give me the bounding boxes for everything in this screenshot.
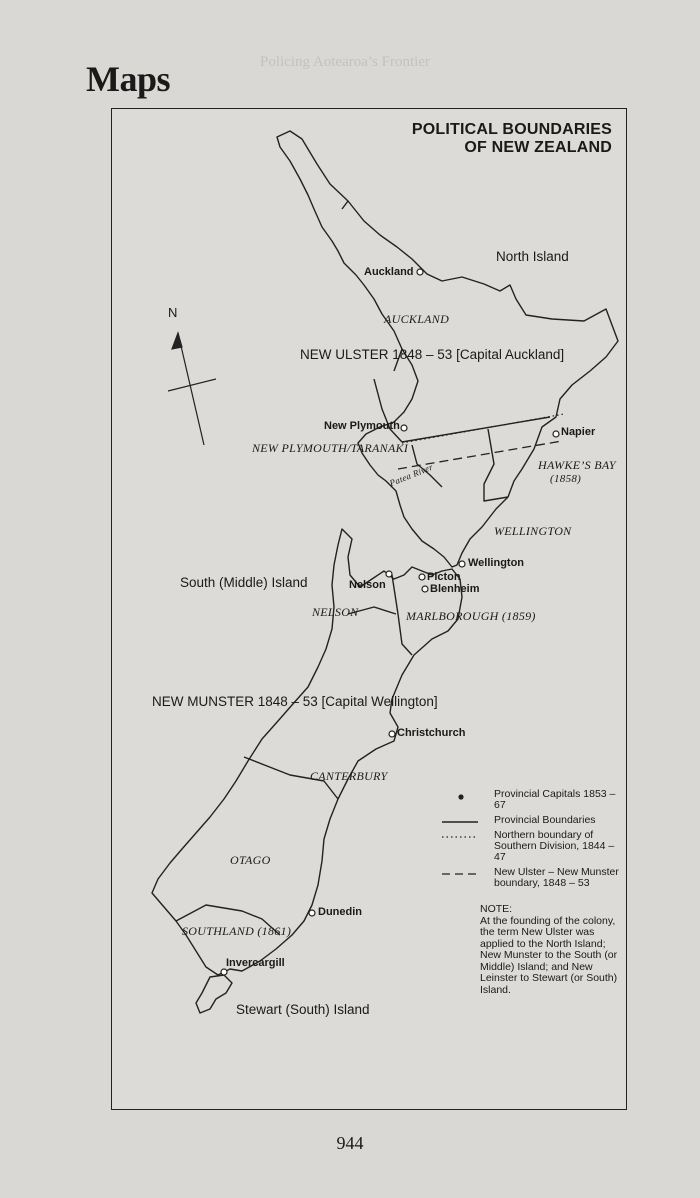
legend-text: Provincial Boundaries <box>494 814 596 826</box>
page-heading: Maps <box>86 59 171 99</box>
legend-text: Southern Division, 1844 – 47 <box>494 840 615 863</box>
southern-division-boundary <box>402 414 564 443</box>
note-line: Leinster to Stewart (or South) <box>480 972 618 984</box>
marker-auckland <box>417 269 423 275</box>
dotted-line-icon <box>438 835 484 843</box>
note-line: applied to the North Island; <box>480 937 606 950</box>
legend-text: Northern boundary of <box>494 829 594 841</box>
page-number: 944 <box>336 1133 364 1153</box>
legend-text: New Ulster – New Munster <box>494 866 619 878</box>
label-taranaki-province: NEW PLYMOUTH/TARANAKI <box>252 441 409 455</box>
note-line: New Munster to the South (or <box>480 949 618 961</box>
label-south-island: South (Middle) Island <box>180 575 308 590</box>
note-line: At the founding of the colony, <box>480 914 616 927</box>
map-frame <box>111 108 627 1110</box>
label-southland-province: SOUTHLAND (1861) <box>182 924 292 938</box>
north-arrow-icon <box>168 333 216 445</box>
map-legend <box>438 789 626 893</box>
label-stewart-island: Stewart (South) Island <box>236 1002 370 1017</box>
marker-picton <box>419 574 425 580</box>
dashed-line-icon <box>438 872 484 880</box>
marker-christchurch <box>389 731 395 737</box>
label-nelson-province: NELSON <box>312 605 359 619</box>
label-new-plymouth: New Plymouth <box>324 420 400 432</box>
map-note <box>480 904 620 996</box>
marker-blenheim <box>422 586 428 592</box>
legend-item-ulster <box>438 867 626 889</box>
label-napier: Napier <box>561 426 596 438</box>
bleed-through-heading: Policing Aotearoa’s Frontier <box>260 54 430 70</box>
label-christchurch: Christchurch <box>397 727 466 739</box>
note-line: the term New Ulster was <box>480 926 595 938</box>
north-arrow-label: N <box>168 305 178 320</box>
label-hawkes-bay-province: HAWKE’S BAY <box>538 458 616 472</box>
coast-detail <box>342 201 402 371</box>
boundary-auckland-hawkes <box>402 417 550 442</box>
label-invercargill: Invercargill <box>226 957 285 969</box>
map-title-line1: POLITICAL BOUNDARIES <box>411 121 612 138</box>
label-picton: Picton <box>427 571 461 583</box>
legend-item-southern <box>438 830 626 863</box>
boundary-auckland-taranaki <box>374 379 402 442</box>
legend-item-boundary <box>438 815 626 826</box>
map-title <box>412 121 612 157</box>
label-nelson: Nelson <box>349 579 386 591</box>
marker-napier <box>553 431 559 437</box>
label-patea-river: Patea River <box>388 461 435 489</box>
map-title-line2: OF NEW ZEALAND <box>464 139 612 156</box>
marker-wellington <box>459 561 465 567</box>
label-marlborough-province: MARLBOROUGH (1859) <box>406 609 536 623</box>
boundary-hawkes-wellington <box>484 429 508 501</box>
marker-dunedin <box>309 910 315 916</box>
note-line: Middle) Island; and New <box>480 960 593 973</box>
label-otago-province: OTAGO <box>230 853 271 867</box>
stewart-island-coast <box>196 975 232 1013</box>
label-canterbury-province: CANTERBURY <box>310 769 388 783</box>
note-line: Island. <box>480 983 511 996</box>
south-island-coast <box>152 529 462 975</box>
capital-dot-icon <box>438 794 484 802</box>
label-auckland-province: AUCKLAND <box>384 312 450 326</box>
marker-new-plymouth <box>401 425 407 431</box>
solid-line-icon <box>438 820 484 828</box>
label-auckland: Auckland <box>364 266 414 278</box>
label-dunedin: Dunedin <box>318 906 362 918</box>
label-wellington-province: WELLINGTON <box>494 524 572 538</box>
legend-text: Provincial Capitals 1853 – 67 <box>494 788 616 811</box>
label-hawkes-bay-year: (1858) <box>550 473 582 485</box>
marker-invercargill <box>221 969 227 975</box>
marker-nelson <box>386 571 392 577</box>
label-new-munster: NEW MUNSTER 1848 – 53 [Capital Wellington] <box>152 694 438 709</box>
note-heading: NOTE: <box>480 903 513 915</box>
legend-item-capital <box>438 789 626 811</box>
label-wellington: Wellington <box>468 557 525 569</box>
legend-text: boundary, 1848 – 53 <box>494 877 590 889</box>
label-blenheim: Blenheim <box>430 583 480 595</box>
label-north-island: North Island <box>496 249 569 264</box>
label-new-ulster: NEW ULSTER 1848 – 53 [Capital Auckland] <box>300 347 565 362</box>
